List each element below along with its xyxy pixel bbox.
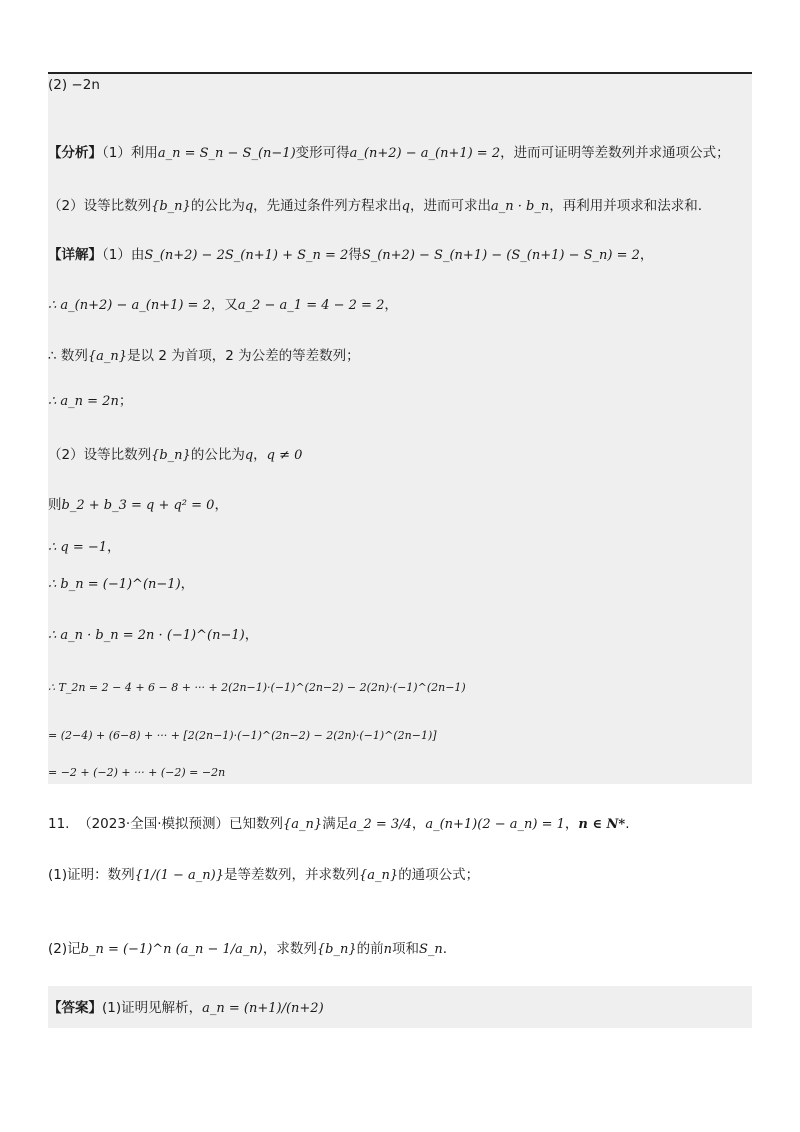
problem-text: 项和 — [392, 941, 420, 957]
formula: ∴ q = −1 — [48, 540, 108, 555]
detail-line-3 — [48, 347, 360, 366]
formula: S_(n+2) − S_(n+1) − (S_(n+1) − S_n) = 2 — [361, 248, 640, 263]
detail-line-6 — [48, 496, 228, 515]
detail-text: ∴ 数列 — [48, 348, 88, 364]
formula: q ≠ 0 — [266, 448, 303, 463]
formula: {b_n} — [151, 199, 191, 214]
answer-tag: 【答案】 — [48, 1000, 102, 1016]
problem-text: 满足 — [322, 816, 350, 832]
formula: b_n = (−1)^n (a_n − 1/a_n) — [80, 942, 263, 957]
analysis-line-1 — [48, 144, 730, 163]
detail-line-7 — [48, 538, 121, 557]
detail-text: 则 — [48, 497, 62, 513]
detail-text: ， — [107, 539, 121, 555]
analysis-text: 变形可得 — [295, 145, 350, 161]
problem-text: 是等差数列，并求数列 — [224, 867, 360, 883]
formula: a_(n+2) − a_(n+1) = 2 — [349, 146, 501, 161]
detail-line-2 — [48, 296, 398, 315]
problem-text: 已知数列 — [229, 816, 284, 832]
detail-text: ， — [214, 497, 228, 513]
detail-line-11 — [48, 726, 437, 745]
problem-11-part-2 — [48, 940, 447, 959]
detail-text: ， — [180, 576, 195, 592]
part2-answer-text: (2) −2n — [48, 77, 100, 93]
answer-text: (1)证明见解析， — [102, 1000, 203, 1016]
formula: b_2 + b_3 = q + q² = 0 — [61, 498, 215, 513]
formula: q — [244, 448, 254, 463]
problem-text: ，求数列 — [262, 941, 317, 957]
formula: a_n = (n+1)/(n+2) — [202, 1001, 324, 1016]
formula: ∴ a_n = 2n — [48, 394, 119, 409]
detail-text: ， — [244, 627, 259, 643]
formula: {b_n} — [316, 942, 357, 957]
problem-source: （2023·全国·模拟预测） — [78, 816, 230, 832]
formula: q — [244, 199, 254, 214]
formula: n ∈ N* — [578, 817, 626, 832]
detail-text: 得 — [348, 247, 362, 263]
detail-text: （1）由 — [102, 247, 145, 263]
formula: S_(n+2) − 2S_(n+1) + S_n = 2 — [144, 248, 349, 263]
formula: {a_n} — [283, 817, 323, 832]
analysis-line-2 — [48, 197, 702, 216]
analysis-tag: 【分析】 — [48, 145, 102, 161]
formula: S_n — [419, 942, 443, 957]
detail-line-1 — [48, 246, 653, 265]
problem-11-part-1 — [48, 866, 479, 885]
formula: n — [383, 942, 393, 957]
analysis-text: ，进而可证明等差数列并求通项公式； — [500, 145, 730, 161]
problem-text: 的通项公式； — [398, 867, 480, 883]
analysis-text: ，先通过条件列方程求出 — [253, 198, 402, 214]
formula: q — [401, 199, 410, 214]
problem-number: 11. — [48, 816, 70, 832]
formula: a_n · b_n — [491, 199, 550, 214]
analysis-text: ，进而可求出 — [410, 198, 491, 214]
detail-line-12 — [48, 763, 225, 782]
formula: a_2 = 3/4 — [349, 817, 412, 832]
detail-text: ，又 — [210, 297, 238, 313]
detail-line-10 — [48, 678, 466, 697]
analysis-text: ，再利用并项求和法求和. — [549, 198, 703, 214]
formula: a_(n+1)(2 − a_n) = 1 — [425, 817, 565, 832]
analysis-text: （1）利用 — [102, 145, 158, 161]
problem-text: (2)记 — [48, 941, 81, 957]
formula: a_2 − a_1 = 4 − 2 = 2 — [237, 298, 385, 313]
detail-line-4 — [48, 392, 132, 411]
formula: ∴ a_(n+2) − a_(n+1) = 2 — [48, 298, 211, 313]
detail-text: ， — [639, 247, 654, 263]
detail-text: ， — [253, 447, 267, 463]
formula: ∴ T_2n = 2 − 4 + 6 − 8 + ··· + 2(2n−1)·(−1)^(2n−2) − 2(2n)·(−1)^(2n−1) — [48, 681, 466, 694]
formula: {b_n} — [151, 448, 191, 463]
problem-text: 的前 — [356, 941, 384, 957]
formula: {a_n} — [87, 349, 128, 364]
detail-text: 的公比为 — [190, 447, 245, 463]
problem-11-answer — [48, 999, 324, 1018]
detail-line-9 — [48, 626, 258, 645]
problem-11-stem — [48, 815, 629, 834]
formula: = −2 + (−2) + ··· + (−2) = −2n — [48, 766, 226, 779]
detail-line-8 — [48, 575, 194, 594]
detail-text: ， — [384, 297, 398, 313]
problem-text: (1)证明：数列 — [48, 867, 135, 883]
formula: ∴ b_n = (−1)^(n−1) — [48, 577, 181, 592]
detail-tag: 【详解】 — [48, 247, 102, 263]
problem-text: ， — [411, 816, 426, 832]
problem-text: ， — [564, 816, 579, 832]
problem-text: . — [442, 941, 448, 957]
problem-text: . — [625, 816, 630, 832]
analysis-text: （2）设等比数列 — [48, 198, 152, 214]
formula: ∴ a_n · b_n = 2n · (−1)^(n−1) — [48, 628, 245, 643]
part2-answer — [48, 76, 100, 94]
formula: {1/(1 − a_n)} — [134, 868, 225, 883]
analysis-text: 的公比为 — [190, 198, 245, 214]
detail-text: 是以 2 为首项，2 为公差的等差数列； — [127, 348, 360, 364]
formula: a_n = S_n − S_(n−1) — [157, 146, 296, 161]
formula: = (2−4) + (6−8) + ··· + [2(2n−1)·(−1)^(2n−2) − 2(2n)·(−1)^(2n−1)] — [48, 729, 437, 742]
detail-line-5 — [48, 446, 302, 465]
formula: {a_n} — [359, 868, 399, 883]
detail-text: ； — [118, 393, 133, 409]
detail-text: （2）设等比数列 — [48, 447, 152, 463]
